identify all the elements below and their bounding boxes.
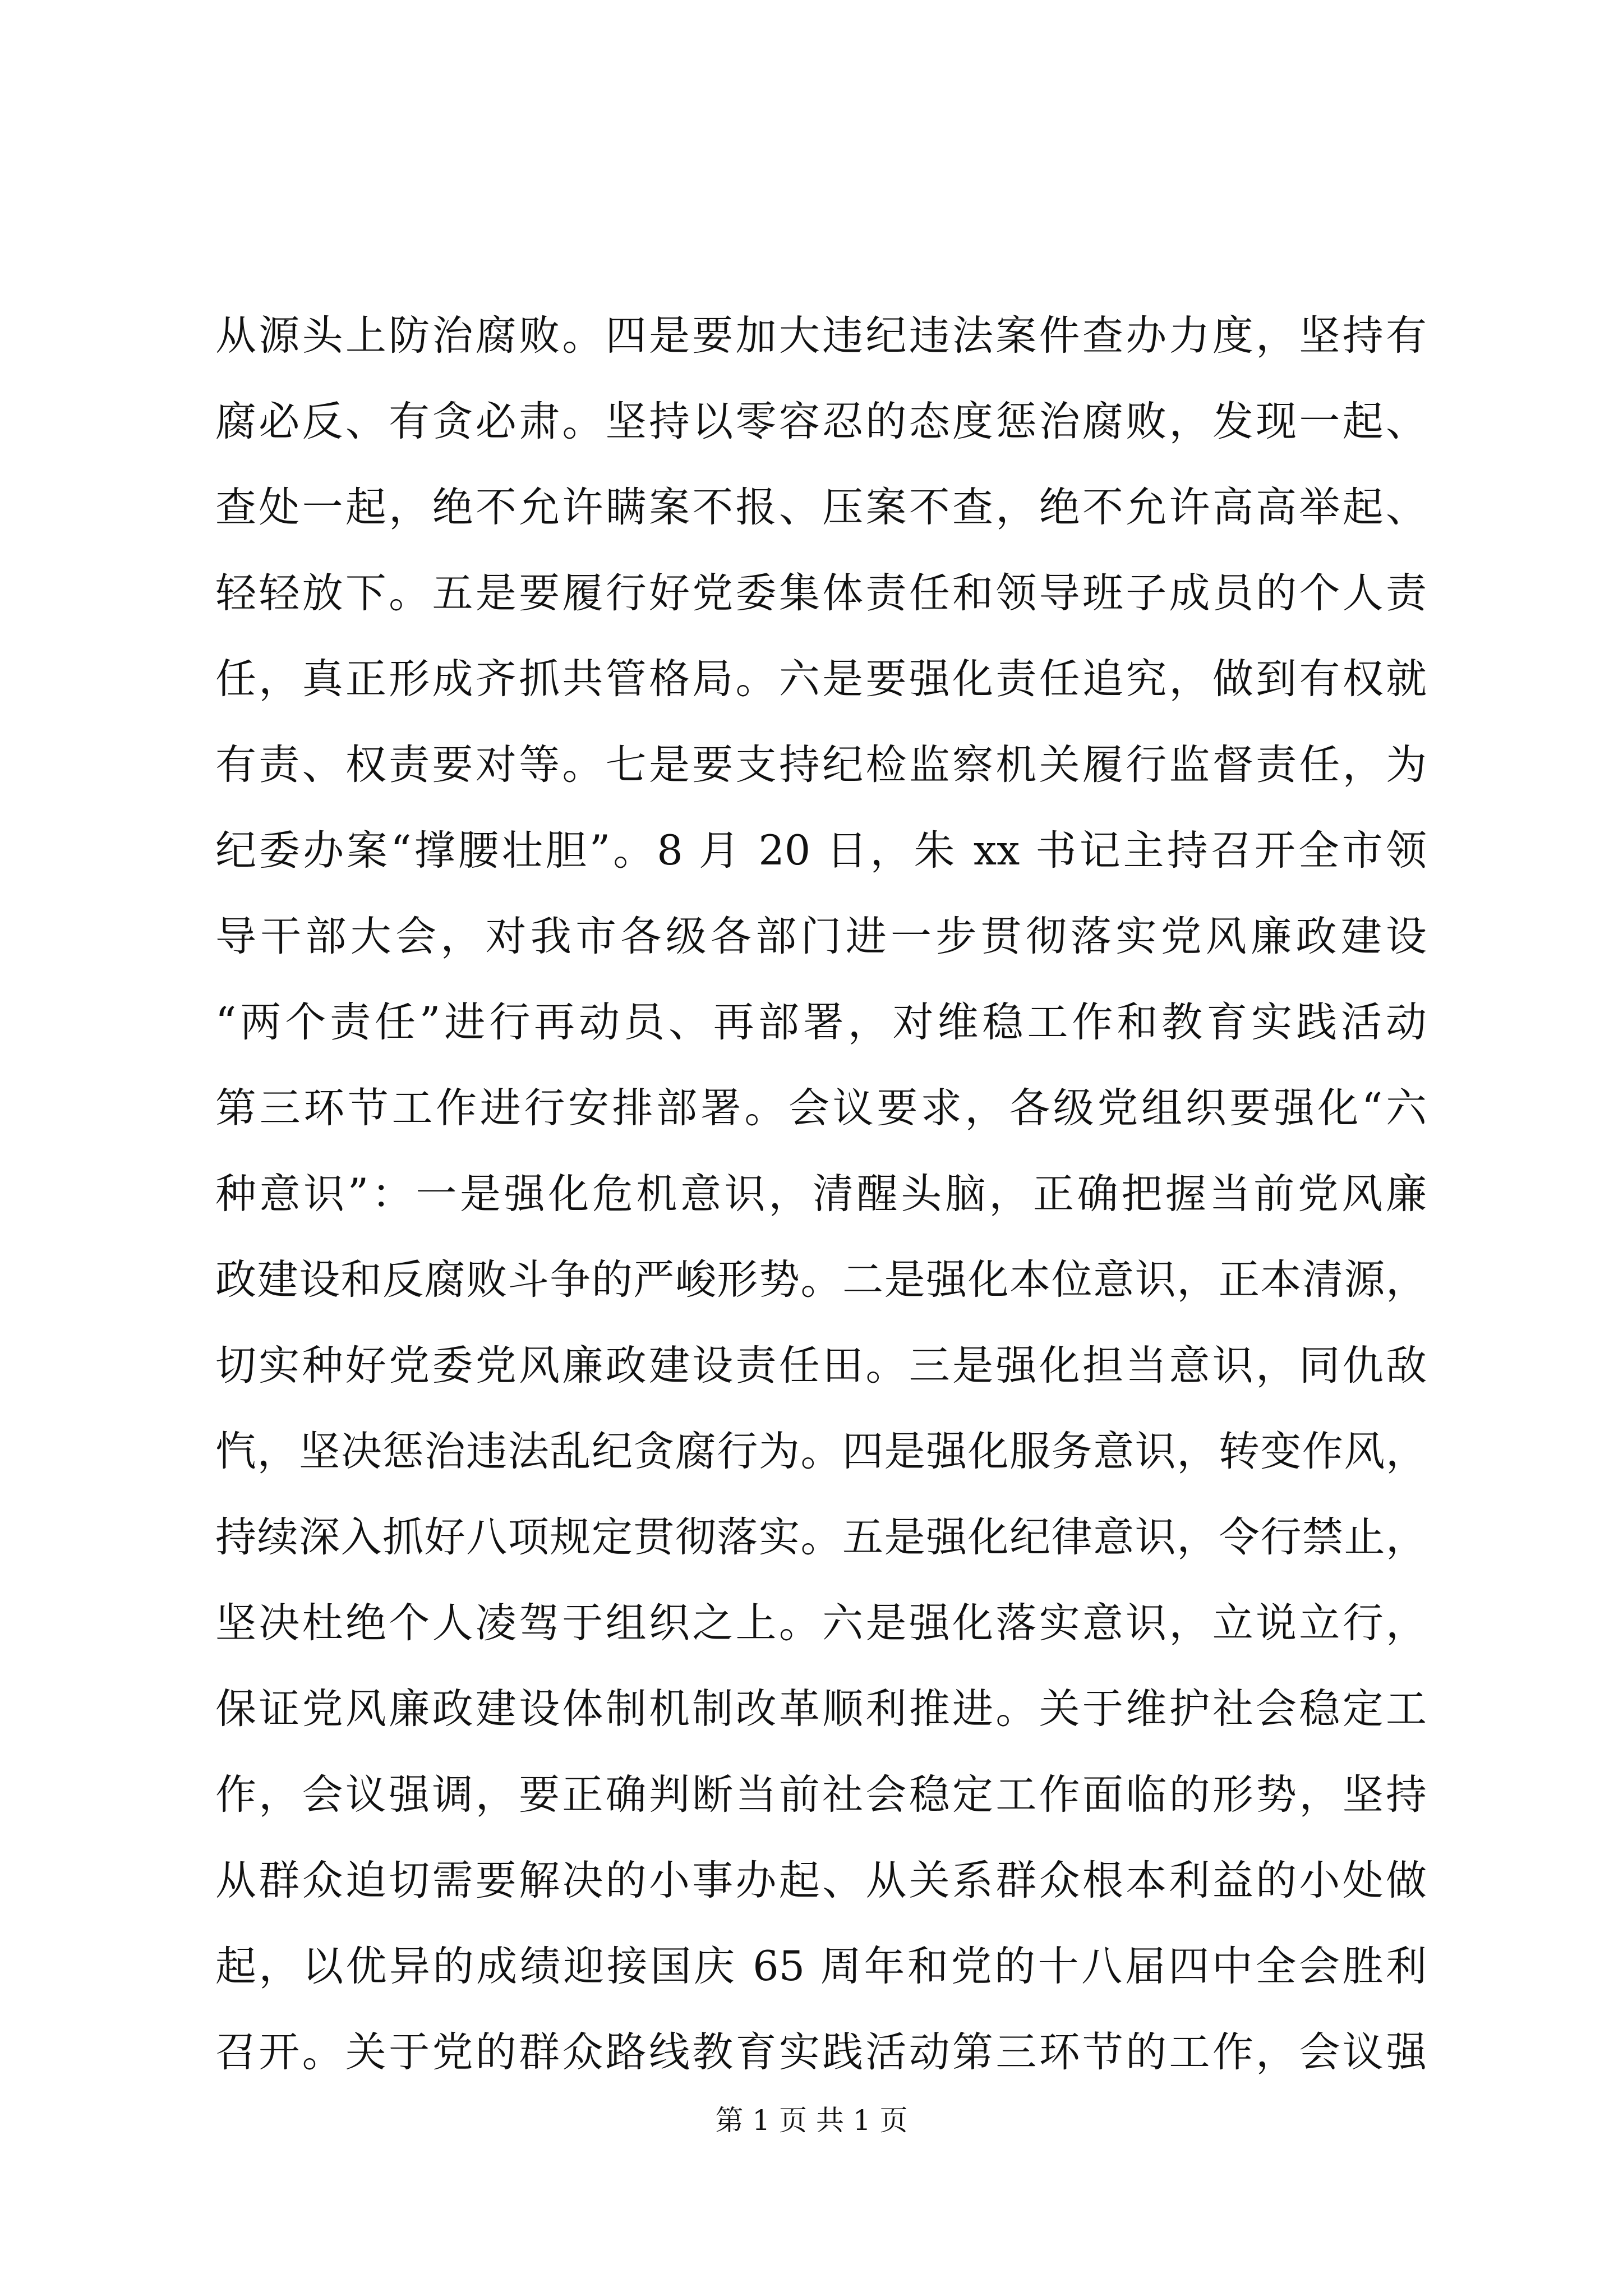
text-line: “两个责任”进行再动员、再部署，对维稳工作和教育实践活动 [215, 999, 1427, 1046]
text-line: 切实种好党委党风廉政建设责任田。三是强化担当意识，同仇敌 [215, 1342, 1427, 1389]
text-line: 坚决杜绝个人凌驾于组织之上。六是强化落实意识，立说立行， [215, 1599, 1427, 1647]
text-line: 从源头上防治腐败。四是要加大违纪违法案件查办力度，坚持有 [215, 312, 1427, 360]
text-line: 作，会议强调，要正确判断当前社会稳定工作面临的形势，坚持 [215, 1771, 1427, 1819]
text-line: 轻轻放下。五是要履行好党委集体责任和领导班子成员的个人责 [215, 569, 1427, 617]
text-line: 有责、权责要对等。七是要支持纪检监察机关履行监督责任，为 [215, 741, 1427, 789]
text-line: 查处一起，绝不允许瞒案不报、压案不查，绝不允许高高举起、 [215, 484, 1427, 531]
text-line: 政建设和反腐败斗争的严峻形势。二是强化本位意识，正本清源， [215, 1256, 1427, 1304]
text-line: 纪委办案“撑腰壮胆”。8 月 20 日，朱 xx 书记主持召开全市领 [215, 827, 1427, 875]
text-line: 种意识”：一是强化危机意识，清醒头脑，正确把握当前党风廉 [215, 1170, 1427, 1218]
page-footer [0, 2101, 1623, 2140]
text-line: 任，真正形成齐抓共管格局。六是要强化责任追究，做到有权就 [215, 655, 1427, 703]
text-line: 腐必反、有贪必肃。坚持以零容忍的态度惩治腐败，发现一起、 [215, 398, 1427, 445]
text-line: 召开。关于党的群众路线教育实践活动第三环节的工作，会议强 [215, 2028, 1427, 2076]
text-line: 持续深入抓好八项规定贯彻落实。五是强化纪律意识，令行禁止， [215, 1513, 1427, 1561]
text-line: 从群众迫切需要解决的小事办起、从关系群众根本利益的小处做 [215, 1857, 1427, 1904]
text-line: 第三环节工作进行安排部署。会议要求，各级党组织要强化“六 [215, 1084, 1427, 1132]
body-text [215, 293, 1427, 2095]
text-line: 起，以优异的成绩迎接国庆 65 周年和党的十八届四中全会胜利 [215, 1943, 1427, 1990]
text-line: 导干部大会，对我市各级各部门进一步贯彻落实党风廉政建设 [215, 913, 1427, 960]
text-line: 忾，坚决惩治违法乱纪贪腐行为。四是强化服务意识，转变作风， [215, 1428, 1427, 1475]
page-number-label: 第 1 页 共 1 页 [715, 2104, 908, 2137]
text-line: 保证党风廉政建设体制机制改革顺利推进。关于维护社会稳定工 [215, 1685, 1427, 1733]
